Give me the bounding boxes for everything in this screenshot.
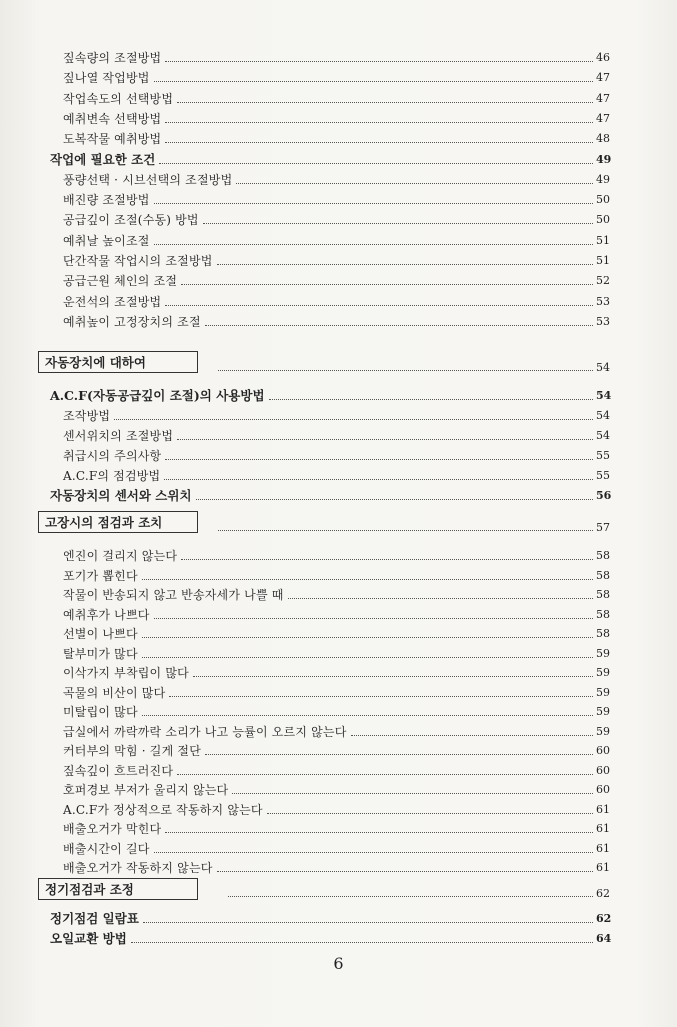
- section-page: 62: [596, 887, 610, 900]
- toc-entry: [63, 106, 620, 126]
- toc-entry-page: 46: [596, 51, 610, 64]
- toc-entry: [63, 680, 620, 700]
- toc-entry-label: 커터부의 막힘 · 길게 절단: [63, 744, 201, 758]
- section-leader: [218, 514, 620, 534]
- leader-dots: [217, 871, 593, 872]
- section-page: 57: [596, 521, 610, 534]
- leader-dots: [177, 102, 593, 103]
- toc-entry: [50, 483, 620, 503]
- toc-entry-label: A.C.F의 점검방법: [63, 469, 161, 483]
- leader-dots: [114, 419, 593, 420]
- leader-dots: [203, 223, 593, 224]
- toc-entry-label: 운전석의 조절방법: [63, 294, 162, 309]
- toc-entry-page: 60: [596, 783, 610, 796]
- toc-entry: [63, 836, 620, 856]
- leader-dots: [142, 715, 593, 716]
- toc-entry: [63, 45, 620, 65]
- toc-entry-page: 61: [596, 841, 610, 855]
- toc-entry: [63, 777, 620, 797]
- toc-entry-label: 급실에서 까락까락 소리가 나고 능률이 오르지 않는다: [63, 724, 347, 739]
- leader-dots: [169, 696, 593, 697]
- leader-dots: [165, 305, 593, 306]
- toc-entry: [63, 403, 620, 423]
- section-title: 정기점검과 조정: [45, 882, 134, 897]
- section-page: 54: [596, 361, 610, 374]
- section-heading-automatic: [38, 351, 198, 373]
- leader-dots: [165, 61, 593, 62]
- toc-entry-page: 58: [596, 549, 610, 562]
- toc-entry-label: 배진량 조절방법: [63, 193, 150, 208]
- toc-entry-label: 작업속도의 선택방법: [63, 91, 174, 106]
- toc-entry: [63, 443, 620, 463]
- toc-entry: [50, 383, 620, 403]
- toc-entry-label: 도복작물 예취방법: [63, 132, 162, 147]
- leader-dots: [236, 183, 593, 184]
- toc-entry-label: 미탈립이 많다: [63, 705, 138, 719]
- leader-dots: [142, 657, 593, 658]
- leader-dots: [142, 637, 593, 638]
- toc-entry-label: 공급깊이 조절(수동) 방법: [63, 213, 199, 228]
- toc-entry-label: 곡물의 비산이 많다: [63, 685, 166, 700]
- toc-entry: [63, 855, 620, 875]
- toc-entry-label: 탈부미가 많다: [63, 646, 138, 661]
- section-heading-troubleshooting: [38, 511, 198, 533]
- toc-entry-page: 61: [596, 822, 610, 835]
- toc-entry-label: 단간작물 작업시의 조절방법: [63, 254, 213, 268]
- toc-entry-label: A.C.F(자동공급깊이 조절)의 사용방법: [50, 388, 265, 403]
- toc-entry: [63, 207, 620, 227]
- toc-entry-label: 예취변속 선택방법: [63, 111, 162, 126]
- toc-entry-label: 배출오거가 막힌다: [63, 822, 162, 836]
- toc-entry-page: 61: [596, 861, 610, 874]
- toc-entry-page: 51: [596, 254, 610, 267]
- leader-dots: [232, 793, 593, 794]
- leader-dots: [154, 852, 593, 853]
- toc-entry: [63, 758, 620, 778]
- toc-entry: [63, 602, 620, 622]
- toc-entry-label: 선별이 나쁘다: [63, 627, 138, 641]
- toc-entry-label: 자동장치의 센서와 스위치: [50, 488, 192, 503]
- toc-entry-label: 예취높이 고정장치의 조절: [63, 314, 201, 329]
- leader-dots: [267, 813, 593, 814]
- toc-entry-page: 64: [596, 932, 612, 945]
- toc-entry-page: 50: [596, 213, 610, 227]
- toc-entry-label: 조작방법: [63, 409, 111, 423]
- toc-entry: [50, 926, 620, 946]
- toc-entry: [50, 906, 620, 926]
- leader-dots: [205, 325, 593, 326]
- toc-entry-label: 포기가 뽑힌다: [63, 568, 138, 583]
- leader-dots: [154, 618, 593, 619]
- toc-entry: [63, 86, 620, 106]
- toc-entry-label: 취급시의 주의사항: [63, 449, 162, 463]
- toc-entry: [63, 126, 620, 146]
- toc-entry-label: 작물이 반송되지 않고 반송자세가 나쁠 때: [63, 588, 284, 602]
- toc-entry-label: 작업에 필요한 조건: [50, 151, 156, 167]
- toc-entry-label: 이삭가지 부착립이 많다: [63, 666, 189, 680]
- toc-entry: [63, 289, 620, 309]
- leader-dots: [164, 479, 593, 480]
- leader-dots: [217, 264, 593, 265]
- toc-entry-label: 짚나열 작업방법: [63, 71, 150, 86]
- toc-entry: [63, 268, 620, 288]
- toc-entry-label: 예취날 높이조절: [63, 233, 150, 248]
- leader-dots: [288, 598, 593, 599]
- toc-entry-page: 60: [596, 763, 610, 777]
- toc-entry-page: 58: [596, 568, 610, 582]
- toc-entry-page: 47: [596, 111, 610, 125]
- toc-entry: [63, 423, 620, 443]
- toc-entry-page: 60: [596, 744, 610, 757]
- toc-entry: [63, 309, 620, 329]
- section-heading-maintenance: [38, 878, 198, 900]
- leader-dots: [205, 754, 593, 755]
- toc-entry-page: 58: [596, 588, 610, 601]
- toc-entry-label: 센서위치의 조절방법: [63, 429, 174, 443]
- toc-entry: [63, 641, 620, 661]
- leader-dots: [165, 142, 593, 143]
- toc-entry-page: 54: [596, 389, 612, 402]
- section-leader: [218, 354, 620, 374]
- toc-entry: [63, 228, 620, 248]
- toc-entry-page: 55: [596, 469, 610, 482]
- leader-dots: [181, 559, 593, 560]
- toc-entry-page: 61: [596, 802, 610, 816]
- toc-entry-page: 48: [596, 132, 610, 146]
- toc-entry: [63, 816, 620, 836]
- leader-dots: [131, 942, 593, 943]
- toc-entry: [63, 463, 620, 483]
- leader-dots: [154, 81, 593, 82]
- toc-entry: [63, 248, 620, 268]
- leader-dots: [269, 399, 593, 400]
- toc-entry-label: 호퍼경보 부저가 울리지 않는다: [63, 783, 229, 797]
- toc-entry-page: 59: [596, 724, 610, 738]
- toc-entry-page: 50: [596, 193, 610, 207]
- leader-dots: [165, 122, 593, 123]
- toc-entry-page: 59: [596, 685, 610, 699]
- toc-entry-label: A.C.F가 정상적으로 작동하지 않는다: [63, 802, 263, 817]
- leader-dots: [154, 203, 593, 204]
- toc-entry: [63, 738, 620, 758]
- toc-entry: [63, 582, 620, 602]
- section-leader: [228, 880, 620, 900]
- toc-entry-page: 58: [596, 607, 610, 621]
- toc-entry-label: 짚속량의 조절방법: [63, 51, 162, 65]
- toc-entry-page: 58: [596, 627, 610, 640]
- toc-entry: [63, 621, 620, 641]
- toc-entry-label: 배출시간이 길다: [63, 841, 150, 856]
- toc-entry-page: 59: [596, 705, 610, 718]
- section-title: 고장시의 점검과 조치: [45, 515, 163, 530]
- toc-entry-label: 예취후가 나쁘다: [63, 607, 150, 622]
- toc-entry: [63, 563, 620, 583]
- toc-entry-label: 오일교환 방법: [50, 931, 127, 946]
- toc-entry-page: 47: [596, 71, 610, 85]
- toc-entry-page: 59: [596, 646, 610, 660]
- toc-entry-page: 51: [596, 233, 610, 247]
- leader-dots: [159, 163, 593, 164]
- toc-entry: [63, 65, 620, 85]
- toc-entry-page: 52: [596, 274, 610, 288]
- leader-dots: [177, 774, 593, 775]
- toc-entry: [63, 797, 620, 817]
- toc-entry: [63, 699, 620, 719]
- leader-dots: [177, 439, 593, 440]
- toc-entry-page: 47: [596, 91, 610, 105]
- toc-entry-label: 짚속깊이 흐트러진다: [63, 763, 174, 778]
- leader-dots: [154, 244, 593, 245]
- toc-entry-page: 56: [596, 489, 612, 502]
- leader-dots: [165, 459, 593, 460]
- toc-entry-label: 풍량선택 · 시브선택의 조절방법: [63, 172, 233, 187]
- toc-entry-label: 엔진이 걸리지 않는다: [63, 549, 178, 563]
- toc-entry: [63, 543, 620, 563]
- toc-entry-page: 54: [596, 429, 610, 442]
- leader-dots: [143, 922, 593, 923]
- toc-entry-page: 55: [596, 449, 610, 462]
- leader-dots: [193, 676, 593, 677]
- toc-entry-page: 53: [596, 314, 610, 328]
- leader-dots: [196, 499, 593, 500]
- toc-entry-label: 배출오거가 작동하지 않는다: [63, 861, 213, 875]
- toc-entry-page: 53: [596, 294, 610, 308]
- leader-dots: [142, 579, 593, 580]
- leader-dots: [181, 284, 593, 285]
- toc-entry-label: 정기점검 일람표: [50, 911, 139, 926]
- toc-entry: [63, 660, 620, 680]
- section-title: 자동장치에 대하여: [45, 355, 146, 370]
- toc-entry: [63, 187, 620, 207]
- toc-entry-page: 49: [596, 172, 610, 186]
- toc-entry-page: 49: [596, 152, 612, 166]
- toc-entry-page: 54: [596, 409, 610, 422]
- leader-dots: [351, 735, 593, 736]
- toc-entry: [63, 167, 620, 187]
- toc-entry: [50, 147, 620, 167]
- toc-entry-page: 59: [596, 666, 610, 679]
- toc-entry-label: 공급근원 체인의 조절: [63, 274, 178, 289]
- leader-dots: [165, 832, 593, 833]
- toc-entry: [63, 719, 620, 739]
- toc-entry-page: 62: [596, 912, 612, 925]
- page-number: 6: [333, 954, 344, 973]
